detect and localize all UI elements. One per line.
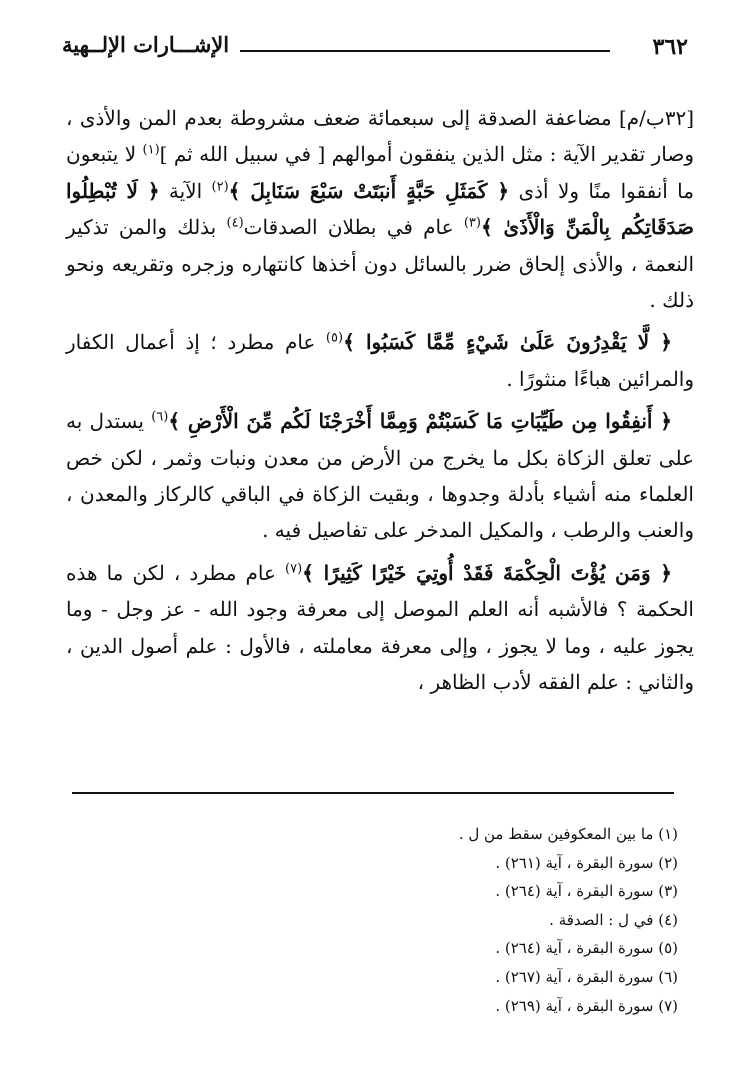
paragraph-2 <box>66 324 694 397</box>
paragraph-text: عام مطرد ؛ إذ أعمال الكفار والمرائين هباءًا منثورًا . <box>66 330 694 391</box>
footnote-ref: (٣) <box>463 215 481 231</box>
quran-verse: ﴿ وَمَن يُؤْتَ الْحِكْمَةَ فَقَدْ أُوتِيَ خَيْرًا كَثِيرًا ﴾ <box>302 560 673 585</box>
footnote-ref: (٧) <box>285 561 303 577</box>
footnote-item: (٥) سورة البقرة ، آية (٢٦٤) . <box>495 939 678 958</box>
footnote-ref: (٢) <box>211 179 229 195</box>
footnote-item: (٢) سورة البقرة ، آية (٢٦١) . <box>495 853 678 872</box>
footnote-ref: (٤) <box>226 215 244 231</box>
paragraph-1 <box>66 100 694 318</box>
quran-verse: ﴿ لَّا يَقْدِرُونَ عَلَىٰ شَيْءٍ مِّمَّا كَسَبُوا ﴾ <box>343 330 672 355</box>
main-text <box>66 100 694 701</box>
footnote-separator <box>72 792 674 794</box>
paragraph-text: عام في بطلان الصدقات <box>243 215 464 240</box>
footnote-ref: (١) <box>142 142 160 158</box>
footnote-item: (٧) سورة البقرة ، آية (٢٦٩) . <box>495 996 678 1015</box>
footnote-ref: (٥) <box>325 330 344 346</box>
footnote-item: (٦) سورة البقرة ، آية (٢٦٧) . <box>495 967 678 986</box>
paragraph-3 <box>66 403 694 549</box>
quran-verse: ﴿ أَنفِقُوا مِن طَيِّبَاتِ مَا كَسَبْتُمْ وَمِمَّا أَخْرَجْنَا لَكُم مِّنَ الْأَرْضِ ﴾ <box>168 409 672 434</box>
footnotes <box>198 820 678 1020</box>
footnote-item: (٣) سورة البقرة ، آية (٢٦٤) . <box>495 882 678 901</box>
paragraph-text: لا يتبعون ما أنفقوا منًا ولا أذى <box>66 142 694 203</box>
footnote-item: (٤) في ل : الصدقة . <box>549 910 678 929</box>
footnote-item: (١) ما بين المعكوفين سقط من ل . <box>458 825 678 843</box>
header-rule <box>240 50 610 52</box>
paragraph-text: يستدل به على تعلق الزكاة بكل ما يخرج من الأرض من معدن ونبات وثمر ، لكن خص العلماء منه أشياء بأدلة وجدوها ، وبقيت الزكاة في الباقي كالركاز والمعدن ، والعنب والرطب ، والمكيل المدخر على تفاصيل فيه . <box>66 409 694 543</box>
paragraph-text: الآية <box>159 178 212 203</box>
page-number: ٣٦٢ <box>652 34 688 60</box>
paragraph-text: [٣٢ب/م] مضاعفة الصدقة إلى سبعمائة ضعف مشروطة بعدم المن والأذى ، وصار تقدير الآية : مثل الذين ينفقون أموالهم [ في سبيل الله ثم ] <box>66 106 694 167</box>
footnote-ref: (٦) <box>151 409 169 425</box>
quran-verse: ﴿ كَمَثَلِ حَبَّةٍ أَنبَتَتْ سَبْعَ سَنَابِلَ ﴾ <box>228 178 510 203</box>
quran-verse: ﴿ لَا تُبْطِلُوا صَدَقَاتِكُم بِالْمَنِّ وَالْأَذَىٰ ﴾ <box>66 178 695 240</box>
paragraph-text: عام مطرد ، لكن ما هذه الحكمة ؟ فالأشبه أنه العلم الموصل إلى معرفة وجود الله - عز وجل - وما يجوز عليه ، وما لا يجوز ، وإلى معرفة معاملته ، فالأول : علم أصول الدين ، والثاني : علم الفقه لأدب الظاهر ، <box>66 560 694 695</box>
running-header <box>62 28 688 68</box>
paragraph-text: بذلك والمن تذكير النعمة ، والأذى إلحاق ضرر بالسائل دون أخذها كانتهاره وزجره وتقريعه ونحو ذلك . <box>66 215 694 313</box>
paragraph-4 <box>66 555 694 701</box>
running-title: الإشـــارات الإلــهية <box>62 32 230 57</box>
